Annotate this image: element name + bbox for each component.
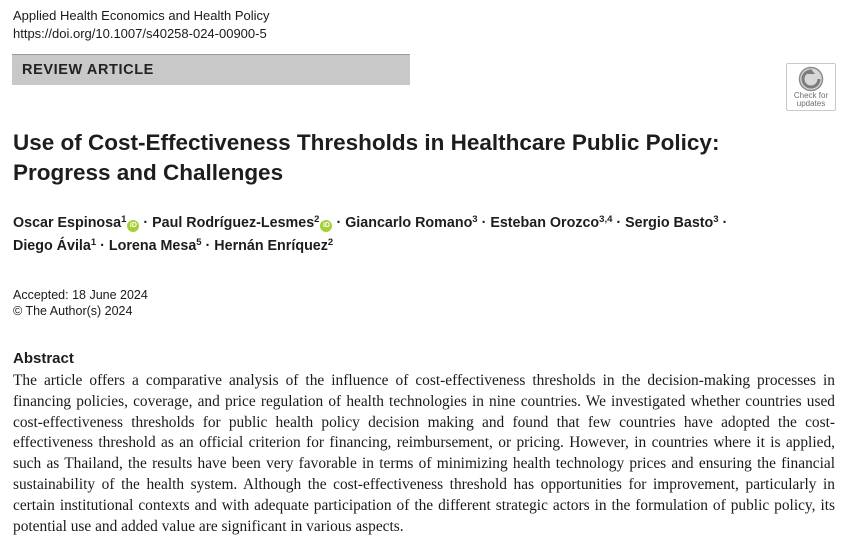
author-name[interactable]: Sergio Basto — [625, 215, 714, 231]
author-name[interactable]: Lorena Mesa — [108, 238, 197, 254]
check-for-updates-line2: updates — [796, 99, 826, 108]
author-affiliation: 1 — [121, 214, 127, 225]
article-type-label: REVIEW ARTICLE — [22, 62, 154, 78]
orcid-icon[interactable]: iD — [127, 220, 139, 232]
author-affiliation: 2 — [314, 214, 320, 225]
author-affiliation: 3,4 — [599, 214, 613, 225]
accepted-date: Accepted: 18 June 2024 — [13, 288, 148, 302]
article-dates — [13, 287, 148, 319]
author-name[interactable]: Diego Ávila — [13, 238, 91, 254]
article-type-bar — [12, 54, 410, 85]
check-for-updates-button[interactable] — [786, 63, 836, 111]
author-affiliation: 5 — [196, 237, 202, 248]
author-list: Oscar Espinosa$^1$iD · Paul Rodríguez-Lesmes$^2$iD · Giancarlo Romano$^3$ · Esteban Orozco$^{3,4}$ · Sergio Basto$^3$ · Diego Ávila$^1$ · Lorena Mesa$^5$ · Hernán Enríquez$^2$ — [13, 214, 728, 254]
copyright-notice: © The Author(s) 2024 — [13, 304, 133, 318]
article-title — [13, 128, 773, 188]
doi-link[interactable]: https://doi.org/10.1007/s40258-024-00900-5 — [13, 26, 267, 41]
author-affiliation: 1 — [90, 237, 97, 248]
author-affiliation: 3 — [472, 214, 478, 225]
author-name[interactable]: Hernán Enríquez — [214, 238, 328, 254]
check-for-updates-line1: Check for — [793, 91, 829, 100]
author-name[interactable]: Paul Rodríguez-Lesmes — [152, 215, 315, 231]
article-title-line1: Use of Cost-Effectiveness Thresholds in Healthcare Public Policy: — [13, 130, 720, 155]
abstract-text: The article offers a comparative analysis of the influence of cost-effectiveness thresholds in the decision-making processes in financing policies, coverage, and price regulation of health technologies in nine countries. We investigated whether countries used cost-effectiveness thresholds for public health policy decision making and found that few countries have adopted the cost-effectiveness threshold as an official criterion for financing, reimbursement, or pricing. However, in countries where it is applied, such as Thailand, the results have been very favorable in terms of minimizing health technology prices and ensuring the financial sustainability of the health system. Although the cost-effectiveness threshold has opportunities for improvement, particularly in certain institutional contexts and with adequate participation of the different strategic actors in the formulation of public policy, its potential use and added value are significant in various aspects. — [13, 372, 835, 535]
author-name[interactable]: Oscar Espinosa — [13, 215, 122, 231]
journal-name: Applied Health Economics and Health Policy — [13, 8, 270, 23]
author-name[interactable]: Esteban Orozco — [490, 215, 600, 231]
author-affiliation: 2 — [327, 237, 334, 248]
author-affiliation: 3 — [713, 214, 719, 225]
abstract-heading: Abstract — [13, 350, 74, 367]
check-for-updates-icon — [798, 66, 824, 92]
article-title-line2: Progress and Challenges — [13, 160, 284, 185]
author-name[interactable]: Giancarlo Romano — [345, 215, 473, 231]
orcid-icon[interactable]: iD — [320, 220, 332, 232]
